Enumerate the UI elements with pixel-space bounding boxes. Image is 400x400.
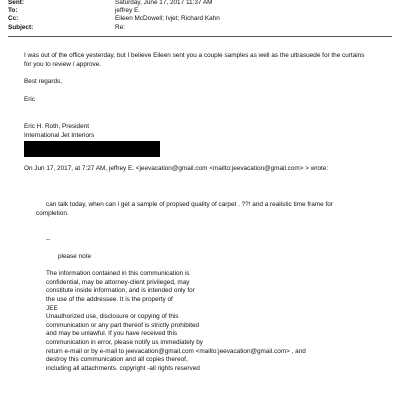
quoted-line-1: can talk today, when can i get a sample of propsed quality of carpet . ??! and a realistic time frame for [46, 201, 333, 208]
cc-row [8, 15, 392, 23]
notice-line: and may be unlawful. If you have received this [46, 330, 178, 338]
signature-block [24, 123, 392, 140]
cc-value: Eileen McDowell; Ivjet; Richard Kahn [115, 15, 220, 22]
body-line-2: for you to review / approve. [24, 60, 102, 68]
notice-line: including all attachments. copyright -all rights reserved [46, 365, 200, 373]
email-header [8, 0, 392, 34]
notice-line: the use of the addressee. It is the property of [46, 295, 173, 303]
subject-row [8, 24, 392, 32]
header-divider [8, 36, 392, 37]
signature-company: International Jet Interiors [24, 131, 95, 139]
quoted-line-2: completion. [36, 209, 69, 217]
sent-label: Sent: [8, 0, 24, 6]
notice-line: The information contained in this communication is [46, 270, 190, 277]
closing-regards: Best regards, [24, 78, 63, 85]
quoted-message [36, 201, 390, 218]
notice-line: constitute inside information, and is intended only for [46, 287, 195, 295]
to-label: To: [8, 7, 18, 14]
quote-header: On Jun 17, 2017, at 7:27 AM, jeffrey E. <jeevacation@gmail.com <mailto:jeevacation@gmail.com> > wrote: [24, 165, 329, 172]
confidentiality-notice [46, 270, 386, 374]
signature-name-title: Eric H. Roth, President [24, 123, 89, 130]
notice-line: Unauthorized use, disclosure or copying of this [46, 313, 179, 321]
subject-value: Re: [115, 24, 125, 31]
notice-line: communication in error, please notify us immediately by [46, 339, 203, 347]
cc-label: Cc: [8, 15, 19, 22]
sender-first-name: Eric [24, 96, 36, 103]
sent-row [8, 0, 392, 7]
to-row [8, 7, 392, 15]
to-value: jeffrey E. [115, 7, 141, 14]
sent-value: Saturday, June 17, 2017 11:37 AM [115, 0, 213, 6]
please-note: please note [58, 253, 92, 260]
body-paragraph [24, 52, 392, 69]
notice-line: JEE [46, 304, 58, 312]
redaction-bar [24, 141, 160, 157]
notice-line: return e-mail or by e-mail to jeevacation@gmail.com <mailto:jeevacation@gmail.com> , and [46, 347, 306, 355]
quote-dashes: -- [46, 236, 51, 243]
notice-line: communication or any part thereof is strictly prohibited [46, 321, 200, 329]
notice-line: destroy this communication and all copies thereof, [46, 356, 188, 364]
notice-line: confidential, may be attorney-client privileged, may [46, 278, 190, 286]
subject-label: Subject: [8, 24, 34, 31]
body-line-1: I was out of the office yesterday, but I believe Eileen sent you a couple samples as well as the ultrasuede for the curtains [24, 52, 365, 59]
